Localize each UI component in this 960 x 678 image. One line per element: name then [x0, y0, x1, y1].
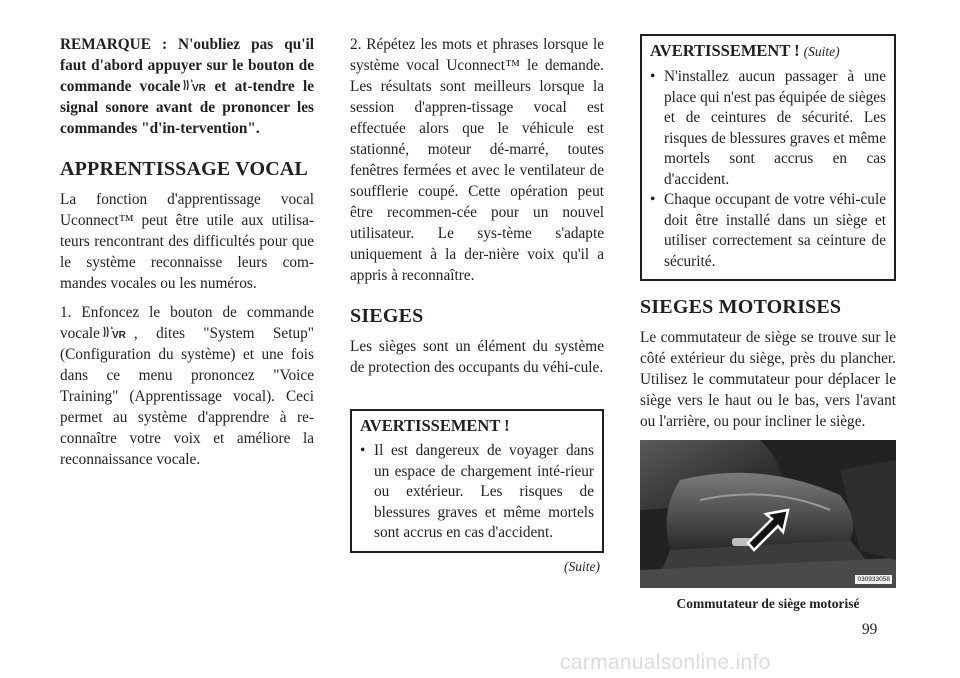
page-number: 99 [862, 621, 878, 638]
warning-title [650, 40, 886, 63]
column-3 [640, 34, 896, 612]
warning-title-text: AVERTISSEMENT ! [650, 41, 800, 60]
voice-training-paragraph: La fonction d'apprentissage vocal Uconnect™ peut être utile aux utilisa-teurs rencontrant des difficultés pour que le système reconnaisse leurs com-mandes vocales ou les numéros. [60, 191, 314, 292]
continued-label: (Suite) [564, 558, 600, 574]
power-seats-paragraph: Le commutateur de siège se trouve sur le côté extérieur du siège, près du plancher. Utilisez le commutateur pour déplacer le siège vers le haut ou le bas, vers l'avant ou l'arrière, ou pour incliner le siège. [640, 329, 896, 430]
warning-item: • Chaque occupant de votre véhi-cule doit être installé dans un siège et utiliser correctement sa ceinture de sécurité. [650, 190, 886, 272]
watermark: carmanualsonline.info [560, 651, 771, 674]
section-heading-seats: SIEGES [350, 305, 424, 327]
step-1-end: , dites "System Setup" (Configuration du système) et une fois dans ce menu prononcez "Voice Training" (Apprentissage vocal). Ceci permet au système d'apprendre à re-connaître votre voix et améliore la reconnaissance vocale. [60, 325, 314, 468]
column-2 [350, 34, 604, 575]
warning-item: • N'installez aucun passager à une place qui n'est pas équipée de sièges et de ceintures de sécurité. Les risques de blessures graves et même mortels sont accrus en cas d'accident. [650, 67, 886, 190]
column-1 [60, 34, 314, 470]
seats-paragraph: Les sièges sont un élément du système de protection des occupants du véhi-cule. [350, 338, 604, 376]
warning-box-continued [640, 34, 896, 281]
warning-title: AVERTISSEMENT ! [360, 416, 510, 435]
step-2-paragraph: 2. Répétez les mots et phrases lorsque le système vocal Uconnect™ le demande. Les résultats sont meilleurs lorsque la session d'appren-tissage vocal est effectuée alors que le véhicule est stationné, moteur dé-marré, toutes fenêtres fermées et avec le ventilateur de soufflerie coupé. Cette opération peut être recommen-cée pour un nouvel utilisateur. Le sys-tème s'adapte uniquement à la der-nière voix qu'il a appris à reconnaître. [350, 36, 604, 284]
voice-command-note [60, 34, 314, 139]
power-seat-switch-photo [640, 440, 896, 588]
voice-recognition-icon [182, 78, 212, 92]
step-1-start: 1. Enfoncez le bouton de commande vocale [60, 304, 314, 342]
seat-illustration [640, 440, 896, 588]
note-text-end: et at-tendre le signal sonore avant de prononcer les commandes "d'in-tervention". [60, 78, 314, 137]
svg-text:VR: VR [192, 83, 207, 92]
warning-list [650, 67, 886, 272]
figure-caption: Commutateur de siège motorisé [676, 596, 860, 611]
warning-continued-label: (Suite) [803, 44, 840, 59]
warning-box [350, 409, 604, 553]
warning-list [360, 441, 594, 544]
section-heading-voice-training: APPRENTISSAGE VOCAL [60, 158, 309, 180]
warning-item: • Il est dangereux de voyager dans un espace de chargement inté-rieur ou extérieur. Les risques de blessures graves et même mortels sont accrus en cas d'accident. [360, 441, 594, 544]
image-code: 030933058 [857, 576, 890, 583]
step-1-paragraph [60, 302, 314, 470]
note-text: REMARQUE : N'oubliez pas qu'il faut d'abord appuyer sur le bouton de commande vocale [60, 36, 314, 95]
svg-text:VR: VR [111, 330, 126, 339]
section-heading-power-seats: SIEGES MOTORISES [640, 296, 842, 318]
voice-recognition-icon [102, 325, 132, 339]
